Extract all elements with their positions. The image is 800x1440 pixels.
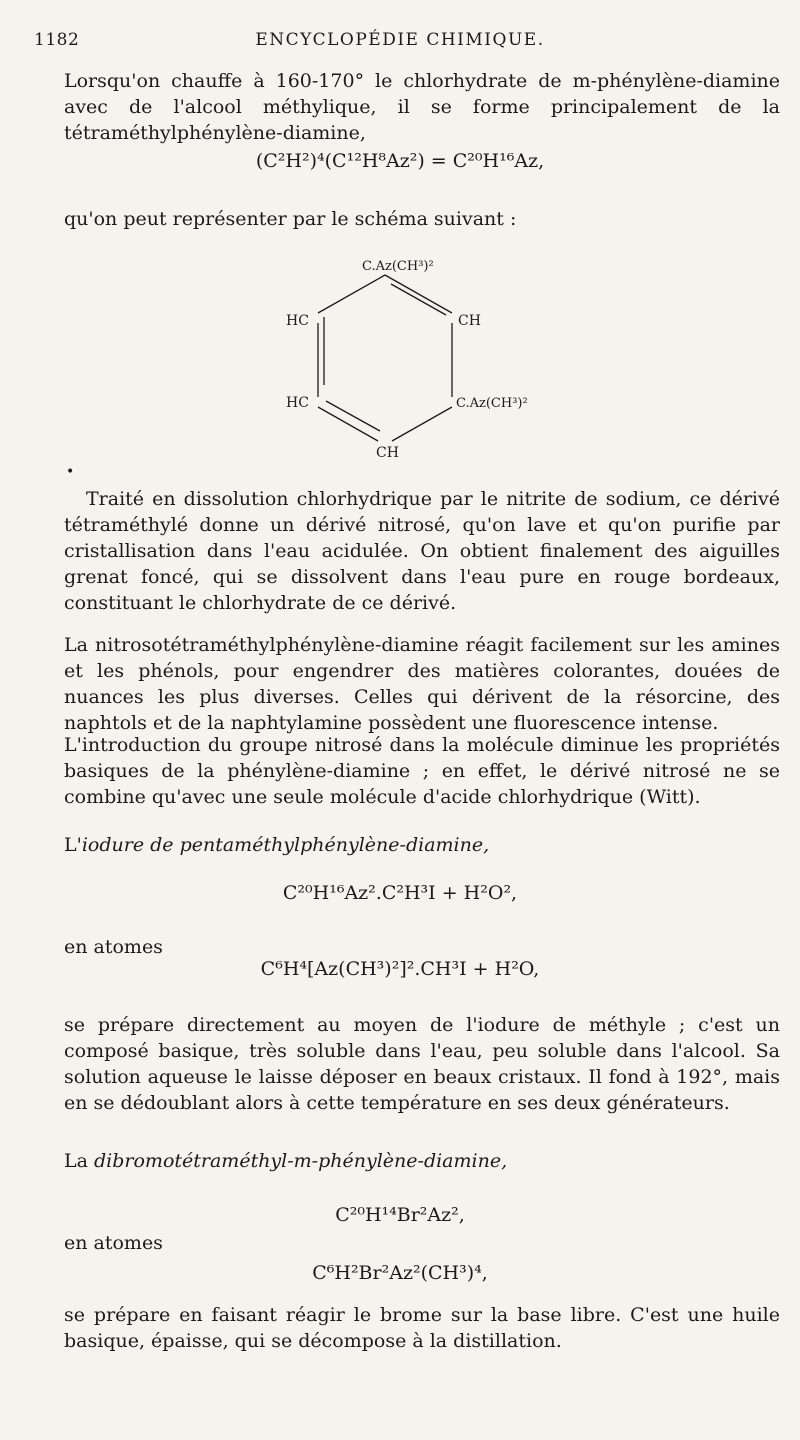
dibromo-heading <box>64 1148 780 1174</box>
iodure-atoms-label: en atomes <box>64 936 163 958</box>
iodure-formula-equivalents: C²⁰H¹⁶Az².C²H³I + H²O², <box>282 882 518 904</box>
intro-paragraph: Lorsqu'on chauffe à 160-170° le chlorhydrate de m-phénylène-diamine avec de l'alcool méthylique, il se forme principalement de la tétraméthylphénylène-diamine, <box>64 70 780 144</box>
dibromo-title-prefix: La <box>64 1150 88 1172</box>
iodure-title: iodure de pentaméthylphénylène-diamine, <box>81 834 490 856</box>
running-title: ENCYCLOPÉDIE CHIMIQUE. <box>255 30 545 50</box>
diagram-left-upper-label: HC <box>286 313 309 329</box>
introduction-nitroso-paragraph: L'introduction du groupe nitrosé dans la molécule diminue les propriétés basiques de la phénylène-diamine ; en effet, le dérivé nitrosé ne se combine qu'avec une seule molécule d'acide chlorhydrique (Witt). <box>64 734 780 808</box>
iodure-heading <box>64 832 780 858</box>
schema-intro: qu'on peut représenter par le schéma suivant : <box>64 208 517 230</box>
diagram-bottom-label: CH <box>376 445 399 461</box>
page-header <box>34 30 766 58</box>
iodure-formula-atoms: C⁶H⁴[Az(CH³)²]².CH³I + H²O, <box>260 958 540 980</box>
formula-tetramethyl: (C²H²)⁴(C¹²H⁸Az²) = C²⁰H¹⁶Az, <box>255 150 545 172</box>
diagram-right-lower-label: C.Az(CH³)² <box>456 396 528 411</box>
stray-dot: • <box>66 464 75 480</box>
dibromo-description: se prépare en faisant réagir le brome sur la base libre. C'est une huile basique, épaisse, qui se décompose à la distillation. <box>64 1304 780 1352</box>
dibromo-atoms-label: en atomes <box>64 1232 163 1254</box>
nitrite-paragraph: Traité en dissolution chlorhydrique par le nitrite de sodium, ce dérivé tétraméthylé donne un dérivé nitrosé, qu'on lave et qu'on purifie par cristallisation dans l'eau acidulée. On obtient finalement des aiguilles grenat foncé, qui se dissolvent dans l'eau pure en rouge bordeaux, constituant le chlorhydrate de ce dérivé. <box>64 488 780 614</box>
iodure-description: se prépare directement au moyen de l'iodure de méthyle ; c'est un composé basique, très soluble dans l'eau, peu soluble dans l'alcool. Sa solution aqueuse le laisse déposer en beaux cristaux. Il fond à 192°, mais en se dédoublant alors à cette température en ses deux générateurs. <box>64 1014 780 1114</box>
diagram-left-lower-label: HC <box>286 395 309 411</box>
page-number: 1182 <box>34 30 80 50</box>
benzene-ring-diagram <box>250 255 550 470</box>
dibromo-title: dibromotétraméthyl-m-phénylène-diamine, <box>94 1150 508 1172</box>
diagram-right-upper-label: CH <box>458 313 481 329</box>
iodure-title-prefix: L' <box>64 834 82 856</box>
dibromo-formula-atoms: C⁶H²Br²Az²(CH³)⁴, <box>312 1262 488 1284</box>
diagram-top-label: C.Az(CH³)² <box>362 259 434 274</box>
dibromo-formula-equivalents: C²⁰H¹⁴Br²Az², <box>335 1204 465 1226</box>
nitroso-paragraph: La nitrosotétraméthylphénylène-diamine réagit facilement sur les amines et les phénols, pour engendrer des matières colorantes, douées de nuances les plus diverses. Celles qui dérivent de la résorcine, des naphtols et de la naphtylamine possèdent une fluorescence intense. <box>64 634 780 734</box>
